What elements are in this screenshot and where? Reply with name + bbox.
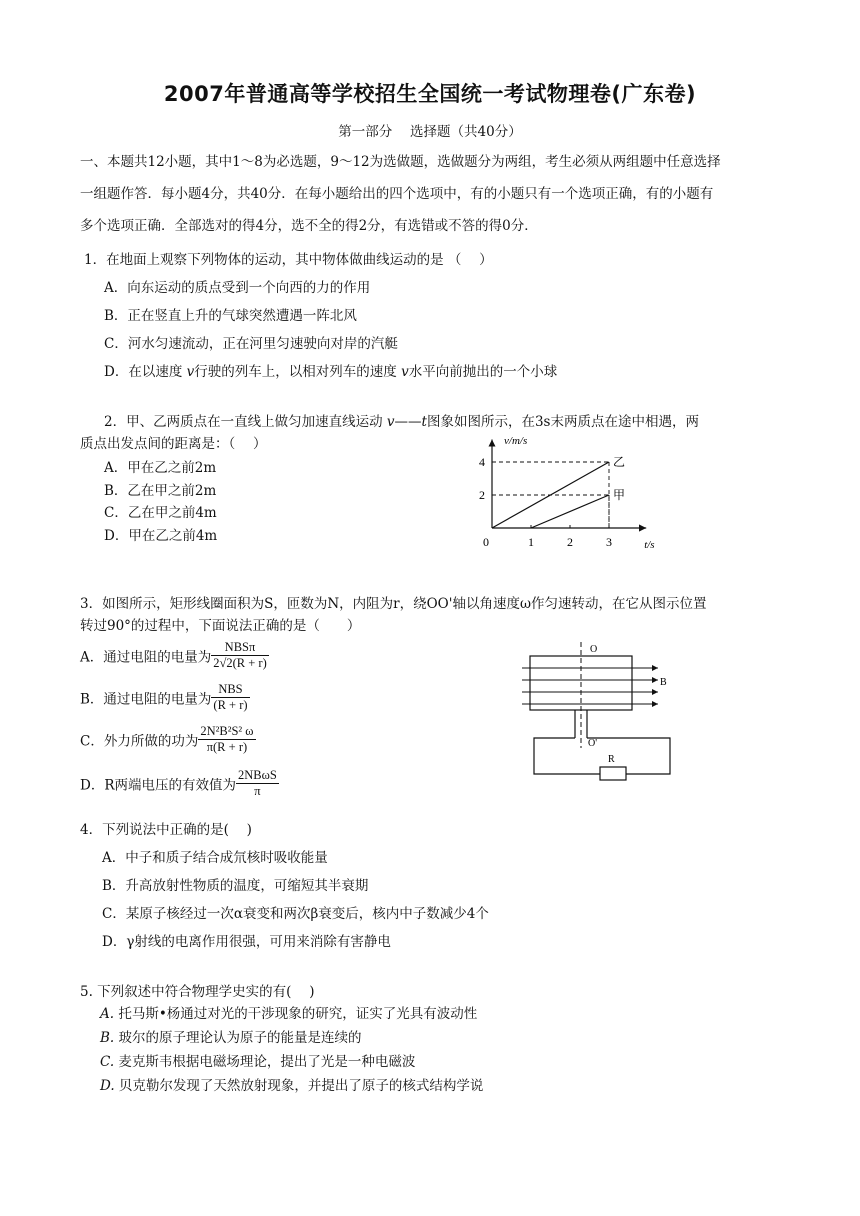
q4-option-d: D．γ射线的电离作用很强，可用来消除有害静电	[102, 934, 391, 950]
q5-stem: 5. 下列叙述中符合物理学史实的有( )	[80, 984, 315, 1000]
q3-b-num: NBS	[211, 682, 249, 698]
q3-c-num: 2N²B²S² ω	[200, 724, 254, 738]
q3-c-label: C．外力所做的功为	[80, 733, 199, 750]
q3-option-a	[80, 640, 269, 671]
y-tick-label: 4	[479, 455, 485, 469]
vt-chart	[470, 430, 670, 560]
q2-option-d: D．甲在乙之前4m	[104, 528, 218, 544]
series-label-0: 乙	[613, 455, 626, 469]
axis-label-o-prime: O'	[588, 738, 598, 749]
q1-stem: 1．在地面上观察下列物体的运动，其中物体做曲线运动的是 （ ）	[84, 252, 493, 268]
q4-option-c: C．某原子核经过一次α衰变和两次β衰变后，核内中子数减少4个	[102, 906, 489, 922]
q5-d-text: 贝克勒尔发现了天然放射现象，并提出了原子的核式结构学说	[114, 1078, 484, 1094]
q4-option-b: B．升高放射性物质的温度，可缩短其半衰期	[102, 878, 369, 894]
q2-option-b: B．乙在甲之前2m	[104, 483, 217, 499]
q5-option-d	[100, 1074, 483, 1094]
y-axis-label: v/m/s	[504, 435, 528, 447]
q1-option-a: A．向东运动的质点受到一个向西的力的作用	[104, 280, 371, 296]
origin-label: 0	[483, 535, 489, 549]
q3-b-den: (R + r)	[213, 698, 248, 712]
q3-b-label: B．通过电阻的电量为	[80, 691, 212, 708]
x-axis-label: t/s	[644, 539, 655, 551]
resistor-label: R	[608, 754, 615, 765]
section-heading: 第一部分 选择题（共40分）	[338, 124, 522, 140]
q3-d-fraction	[236, 768, 279, 799]
x-tick-label: 1	[528, 535, 534, 549]
field-label-b: B	[660, 677, 667, 688]
coil-circuit-figure	[520, 636, 680, 784]
q3-b-fraction	[211, 682, 249, 713]
q3-a-fraction	[211, 640, 269, 671]
q1-d-pre: D．在以速度	[104, 364, 187, 380]
q5-a-letter: A.	[100, 1006, 115, 1022]
intro-line-2: 一组题作答．每小题4分，共40分．在每小题给出的四个选项中，有的小题只有一个选项正确，有的小题有	[80, 186, 714, 202]
q2-stem	[104, 410, 699, 430]
q1-option-c: C．河水匀速流动，正在河里匀速驶向对岸的汽艇	[104, 336, 398, 352]
q3-d-label: D．R两端电压的有效值为	[80, 777, 236, 794]
q5-b-letter: B.	[100, 1030, 115, 1046]
series-label-1: 甲	[613, 488, 626, 502]
q1-d-mid: 行驶的列车上，以相对列车的速度	[194, 364, 402, 380]
q5-option-a	[100, 1002, 477, 1022]
q3-stem-2: 转过90°的过程中，下面说法正确的是（ ）	[80, 618, 361, 634]
q4-option-a: A．中子和质子结合成氘核时吸收能量	[102, 850, 328, 866]
page-title: 2007年普通高等学校招生全国统一考试物理卷(广东卷)	[163, 82, 697, 106]
q2-option-c: C．乙在甲之前4m	[104, 505, 217, 521]
q4-stem: 4．下列说法中正确的是( )	[80, 822, 252, 838]
q2-option-a: A．甲在乙之前2m	[104, 460, 217, 476]
q2-stem-pre: 2．甲、乙两质点在一直线上做匀加速直线运动	[104, 414, 387, 430]
q3-c-fraction	[198, 724, 255, 755]
resistor	[600, 767, 626, 780]
q5-c-letter: C.	[100, 1054, 115, 1070]
q2-stem-v: v	[386, 414, 395, 430]
q1-option-b: B．正在竖直上升的气球突然遭遇一阵北风	[104, 308, 357, 324]
q3-a-num: NBSπ	[211, 640, 269, 656]
x-tick-label: 2	[567, 535, 573, 549]
q5-option-b	[100, 1026, 362, 1046]
q1-d-post: 水平向前抛出的一个小球	[408, 364, 558, 380]
intro-line-1: 一、本题共12小题，其中1～8为必选题，9～12为选做题，选做题分为两组，考生必须从两组题中任意选择	[80, 154, 721, 170]
q3-option-d	[80, 768, 279, 799]
q3-a-den: 2√2(R + r)	[213, 656, 267, 670]
q1-d-v2: v	[401, 364, 409, 380]
q3-d-den: π	[254, 784, 261, 798]
q5-b-text: 玻尔的原子理论认为原子的能量是连续的	[114, 1030, 362, 1046]
q2-stem-post: 图象如图所示，在3s末两质点在途中相遇，两	[426, 414, 699, 430]
q2-stem-dash: ——	[394, 414, 422, 430]
q3-stem-1: 3．如图所示，矩形线圈面积为S，匝数为N，内阻为r，绕OO'轴以角速度ω作匀速转动，在它从图示位置	[80, 596, 707, 612]
x-tick-label: 3	[606, 535, 612, 549]
q5-a-text: 托马斯•杨通过对光的干涉现象的研究，证实了光具有波动性	[114, 1006, 478, 1022]
q3-d-num: 2NBωS	[238, 768, 277, 782]
q2-stem-t: t	[421, 414, 427, 430]
q3-c-den: π(R + r)	[206, 740, 248, 754]
q5-d-letter: D.	[100, 1078, 115, 1094]
y-tick-label: 2	[479, 488, 485, 502]
q2-stem-2: 质点出发点间的距离是：（ ）	[80, 436, 267, 452]
axis-label-o: O	[590, 644, 598, 655]
intro-line-3: 多个选项正确．全部选对的得4分，选不全的得2分，有选错或不答的得0分．	[80, 218, 538, 234]
q1-option-d	[104, 360, 557, 380]
q3-a-label: A．通过电阻的电量为	[80, 649, 212, 666]
q3-option-b	[80, 682, 250, 713]
q3-option-c	[80, 724, 256, 755]
q1-d-v1: v	[186, 364, 195, 380]
q5-c-text: 麦克斯韦根据电磁场理论，提出了光是一种电磁波	[114, 1054, 416, 1070]
q5-option-c	[100, 1050, 415, 1070]
